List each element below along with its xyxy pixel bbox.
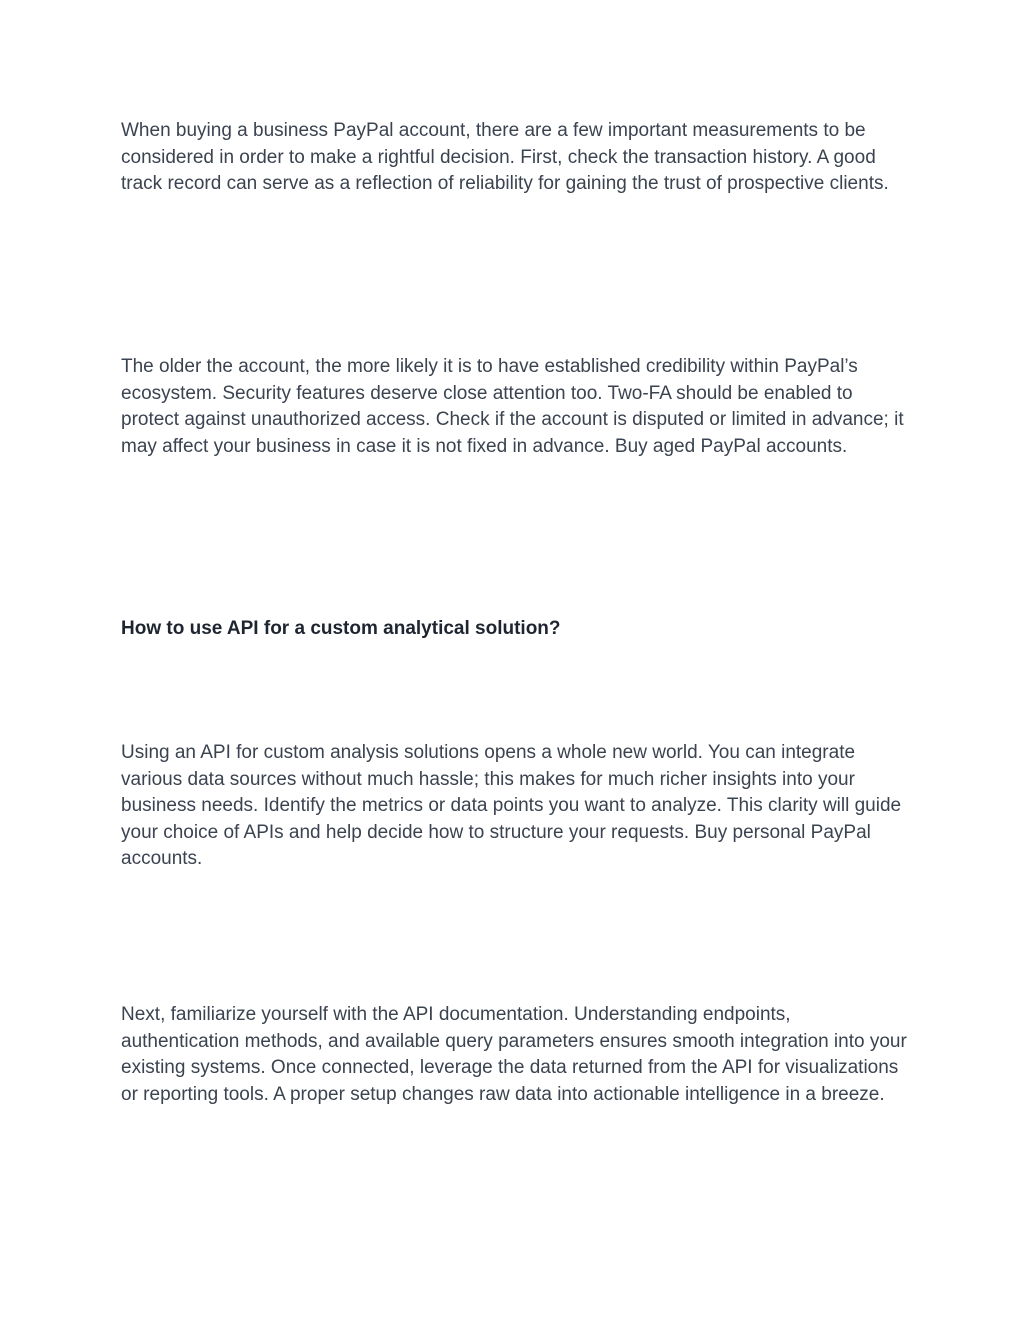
paragraph-api-documentation: Next, familiarize yourself with the API documentation. Understanding endpoints, authentication methods, and available query parameters ensures smooth integration into your existing systems. Once connected, leverage the data returned from the API for visualizations or reporting tools. A proper setup changes raw data into actionable intelligence in a breeze.: [121, 1004, 907, 1105]
paragraph-buying-business-account: When buying a business PayPal account, there are a few important measurements to be considered in order to make a rightful decision. First, check the transaction history. A good track record can serve as a reflection of reliability for gaining the trust of prospective clients.: [121, 120, 889, 194]
paragraph-account-age-security: The older the account, the more likely it is to have established credibility within PayPal’s ecosystem. Security features deserve close attention too. Two-FA should be enabled to protect against unauthorized access. Check if the account is disputed or limited in advance; it may affect your business in case it is not fixed in advance. Buy aged PayPal accounts.: [121, 356, 904, 457]
paragraph-api-custom-analysis: Using an API for custom analysis solutions opens a whole new world. You can integrate various data sources without much hassle; this makes for much richer insights into your business needs. Identify the metrics or data points you want to analyze. This clarity will guide your choice of APIs and help decide how to structure your requests. Buy personal PayPal accounts.: [121, 742, 902, 869]
section-heading-api: How to use API for a custom analytical solution?: [121, 618, 561, 639]
